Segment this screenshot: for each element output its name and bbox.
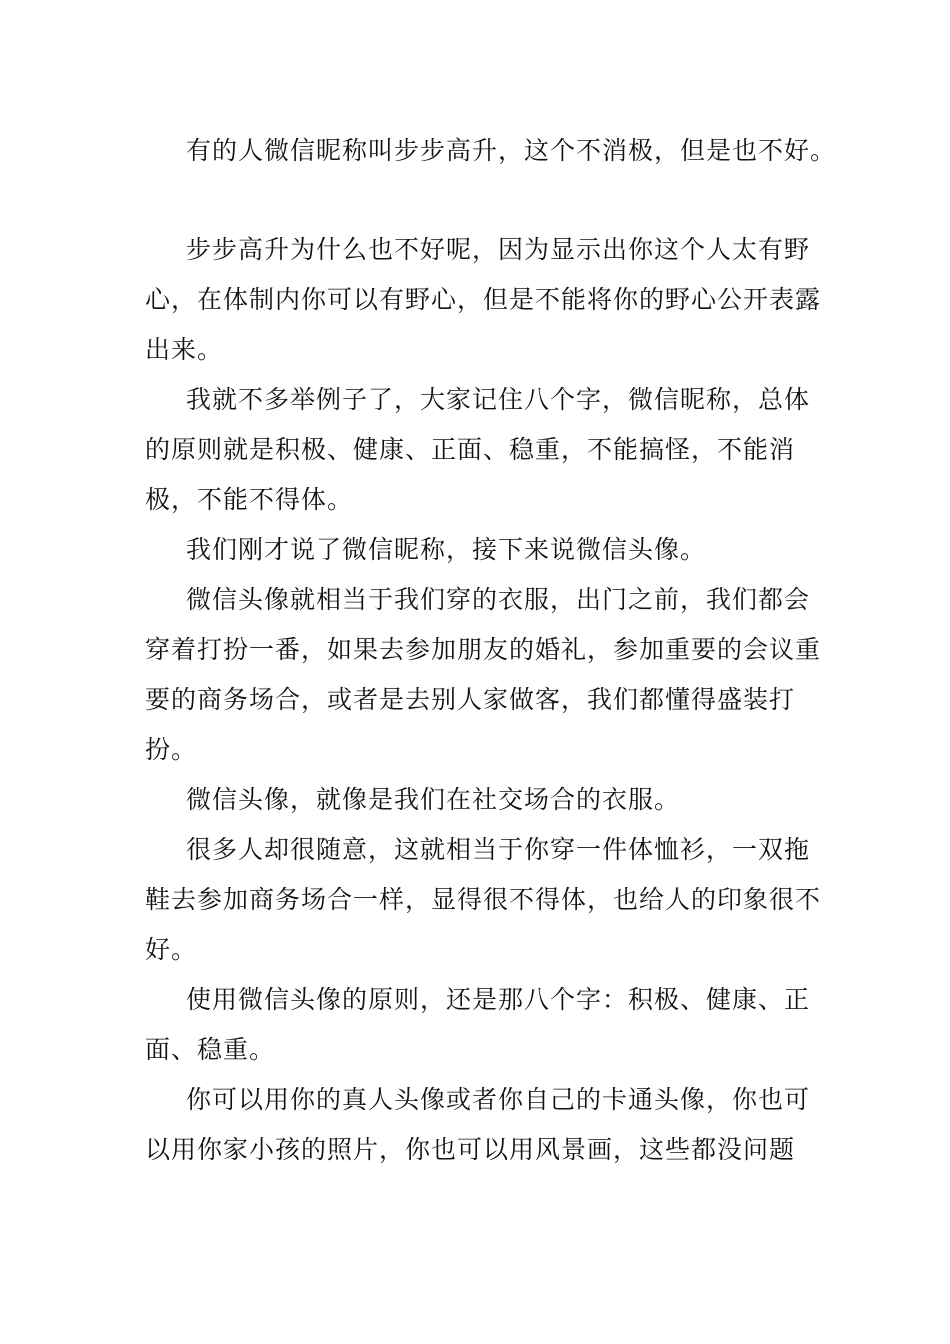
paragraph-8: 使用微信头像的原则，还是那八个字：积极、健康、正面、稳重。 — [145, 985, 811, 1064]
paragraph-9: 你可以用你的真人头像或者你自己的卡通头像，你也可以用你家小孩的照片，你也可以用风景画，这些都没问题 — [145, 1085, 811, 1164]
paragraph-5: 微信头像就相当于我们穿的衣服，出门之前，我们都会穿着打扮一番，如果去参加朋友的婚礼，参加重要的会议重要的商务场合，或者是去别人家做客，我们都懂得盛装打扮。 — [145, 585, 822, 764]
paragraph-4: 我们刚才说了微信昵称，接下来说微信头像。 — [186, 535, 707, 564]
paragraph-1: 有的人微信昵称叫步步高升，这个不消极，但是也不好。 — [186, 136, 837, 165]
paragraph-6: 微信头像，就像是我们在社交场合的衣服。 — [186, 785, 681, 814]
paragraph-7: 很多人却很随意，这就相当于你穿一件体恤衫，一双拖鞋去参加商务场合一样，显得很不得体，也给人的印象很不好。 — [145, 835, 822, 964]
paragraph-3: 我就不多举例子了，大家记住八个字，微信昵称，总体的原则就是积极、健康、正面、稳重，不能搞怪，不能消极，不能不得体。 — [145, 385, 811, 514]
paragraph-2: 步步高升为什么也不好呢，因为显示出你这个人太有野心，在体制内你可以有野心，但是不能将你的野心公开表露出来。 — [145, 235, 822, 364]
